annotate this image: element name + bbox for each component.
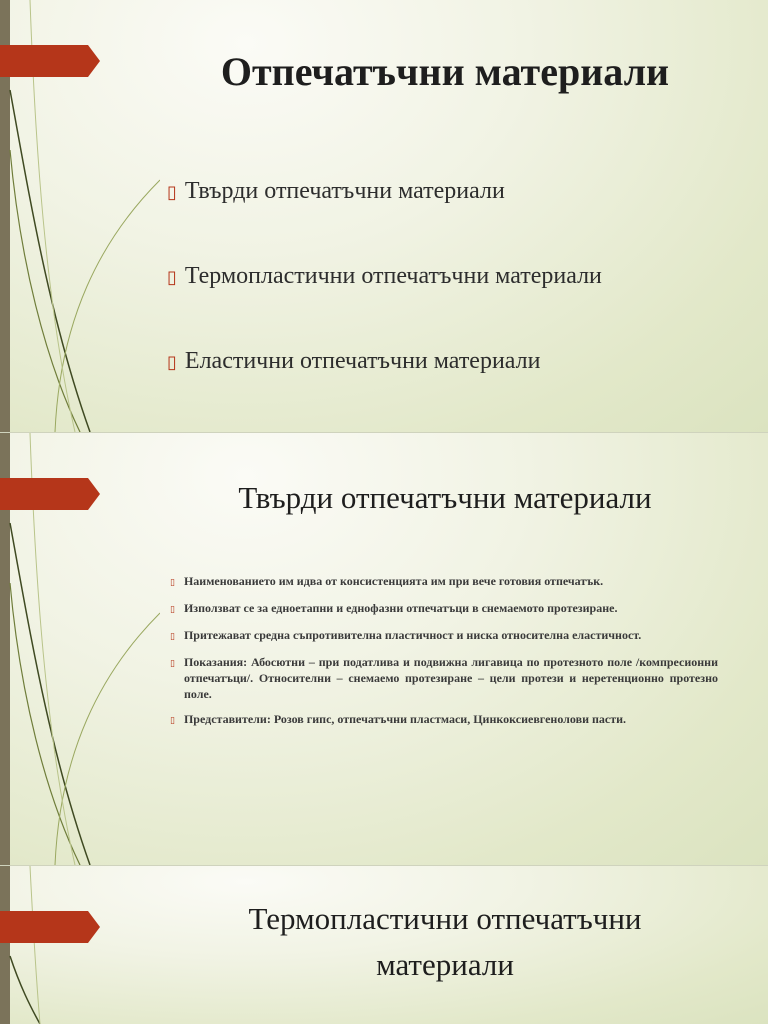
bullet-icon: ▯ [170,605,175,615]
list-item: ▯ Представители: Розов гипс, отпечатъчни пластмаси, Цинкоксиевгенолови пасти. [170,711,718,729]
bullet-icon: ▯ [167,267,177,288]
list-item: ▯ Еластични отпечатъчни материали [167,348,541,374]
list-item: ▯ Термопластични отпечатъчни материали [167,263,602,289]
slide-title: Отпечатъчни материали [220,49,670,94]
bullet-icon: ▯ [170,578,175,588]
bullet-icon: ▯ [170,632,175,642]
title-ribbon [0,911,100,943]
slide-3 [0,866,768,1024]
bullet-icon: ▯ [167,352,177,373]
slide-title: Твърди отпечатъчни материали [238,480,652,515]
title-ribbon [0,478,100,510]
slide-title: Термопластични отпечатъчни материали [248,901,642,982]
bullet-icon: ▯ [167,182,177,203]
list-item: ▯ Използват се за едноетапни и еднофазни отпечатъци в снемаемото протезиране. [170,600,718,618]
list-item: ▯ Показания: Абосютни – при податлива и подвижна лигавица по протезното поле /компресионни отпечатъци/. Относителни – снемаемо протезиране – цели протези и неретенционно протезно поле. [170,655,718,701]
bullet-icon: ▯ [170,716,175,726]
list-item: ▯ Притежават средна съпротивителна пластичност и ниска относителна еластичност. [170,627,718,645]
slide-2 [0,433,768,865]
bullet-icon: ▯ [170,659,175,669]
bullet-list [167,178,602,432]
slide-1 [0,0,768,432]
bullet-list [170,573,718,738]
title-ribbon [0,45,100,77]
list-item: ▯ Твърди отпечатъчни материали [167,178,505,204]
list-item: ▯ Наименованието им идва от консистенцията им при вече готовия отпечатък. [170,573,718,591]
